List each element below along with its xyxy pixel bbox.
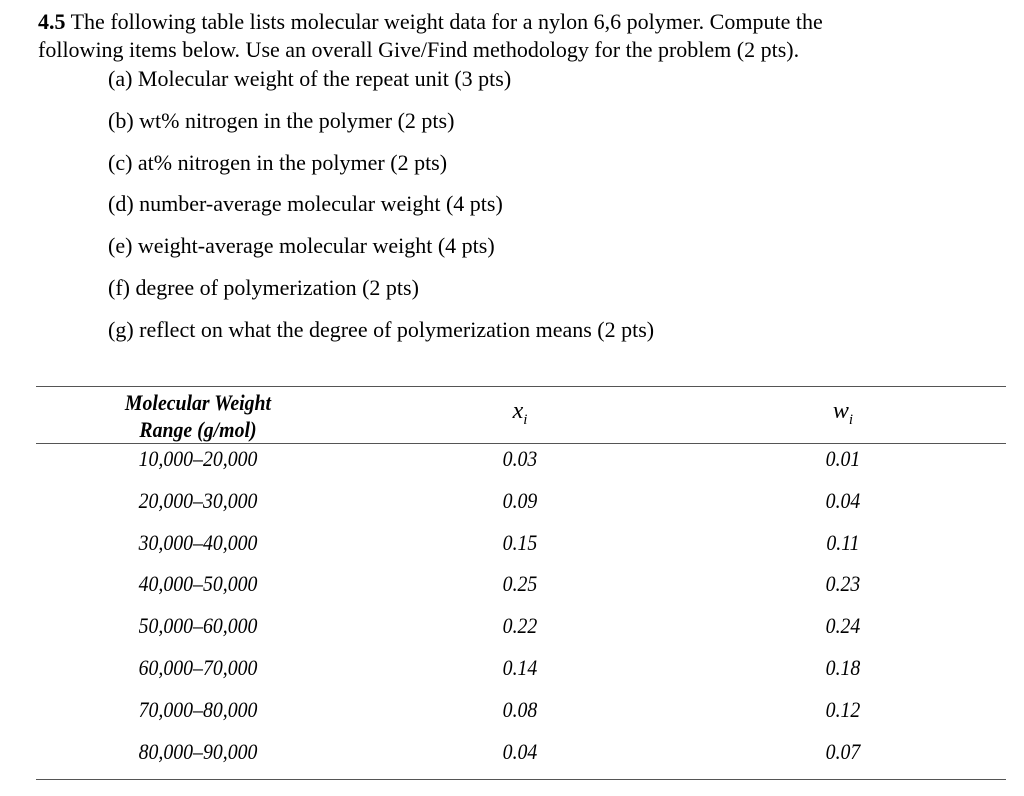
problem-item: (a) Molecular weight of the repeat unit (3 pts): [108, 66, 512, 91]
cell-x: 0.04: [502, 738, 538, 764]
cell-range: 30,000–40,000: [138, 529, 258, 555]
table-bottom-rule: [36, 779, 1006, 780]
cell-x: 0.03: [502, 446, 538, 471]
cell-w: 0.07: [825, 738, 861, 764]
problem-item: (c) at% nitrogen in the polymer (2 pts): [108, 150, 448, 175]
header-range-line2: Range (g/mol): [139, 417, 257, 442]
w-symbol: w: [832, 398, 849, 424]
problem-item: (f) degree of polymerization (2 pts): [108, 275, 419, 300]
cell-w: 0.18: [825, 655, 861, 680]
cell-x: 0.15: [502, 529, 538, 555]
problem-item: (d) number-average molecular weight (4 pts): [108, 191, 503, 216]
header-wi: [833, 398, 853, 429]
problem-item: (g) reflect on what the degree of polymerization means (2 pts): [108, 317, 655, 342]
cell-x: 0.22: [502, 613, 538, 639]
cell-range: 10,000–20,000: [138, 446, 258, 471]
cell-x: 0.14: [502, 655, 538, 680]
x-subscript: i: [523, 411, 528, 428]
cell-w: 0.24: [825, 613, 861, 639]
cell-w: 0.01: [825, 446, 861, 471]
cell-w: 0.04: [825, 487, 861, 513]
header-range-line1: Molecular Weight: [124, 390, 272, 415]
cell-range: 70,000–80,000: [138, 696, 258, 722]
x-symbol: x: [512, 398, 524, 424]
cell-range: 40,000–50,000: [138, 571, 258, 597]
cell-range: 50,000–60,000: [138, 613, 258, 639]
cell-range: 60,000–70,000: [138, 655, 258, 680]
problem-number: 4.5: [38, 9, 66, 34]
cell-range: 20,000–30,000: [138, 487, 258, 513]
cell-x: 0.25: [502, 571, 538, 597]
intro-line-1: 4.5 The following table lists molecular weight data for a nylon 6,6 polymer. Compute the: [38, 9, 823, 34]
table-header-rule: [36, 443, 1006, 444]
problem-item: (e) weight-average molecular weight (4 pts): [108, 233, 495, 258]
table-top-rule: [36, 386, 1006, 387]
cell-range: 80,000–90,000: [138, 738, 258, 764]
cell-w: 0.23: [825, 571, 861, 597]
cell-w: 0.12: [825, 696, 861, 722]
header-range: [125, 389, 271, 443]
w-subscript: i: [848, 411, 854, 428]
cell-w: 0.11: [826, 529, 860, 555]
header-xi: [513, 398, 528, 429]
cell-x: 0.08: [502, 696, 538, 722]
intro-line-2: following items below. Use an overall Give/Find methodology for the problem (2 pts).: [38, 37, 800, 62]
cell-x: 0.09: [502, 487, 538, 513]
problem-item: (b) wt% nitrogen in the polymer (2 pts): [108, 108, 455, 133]
